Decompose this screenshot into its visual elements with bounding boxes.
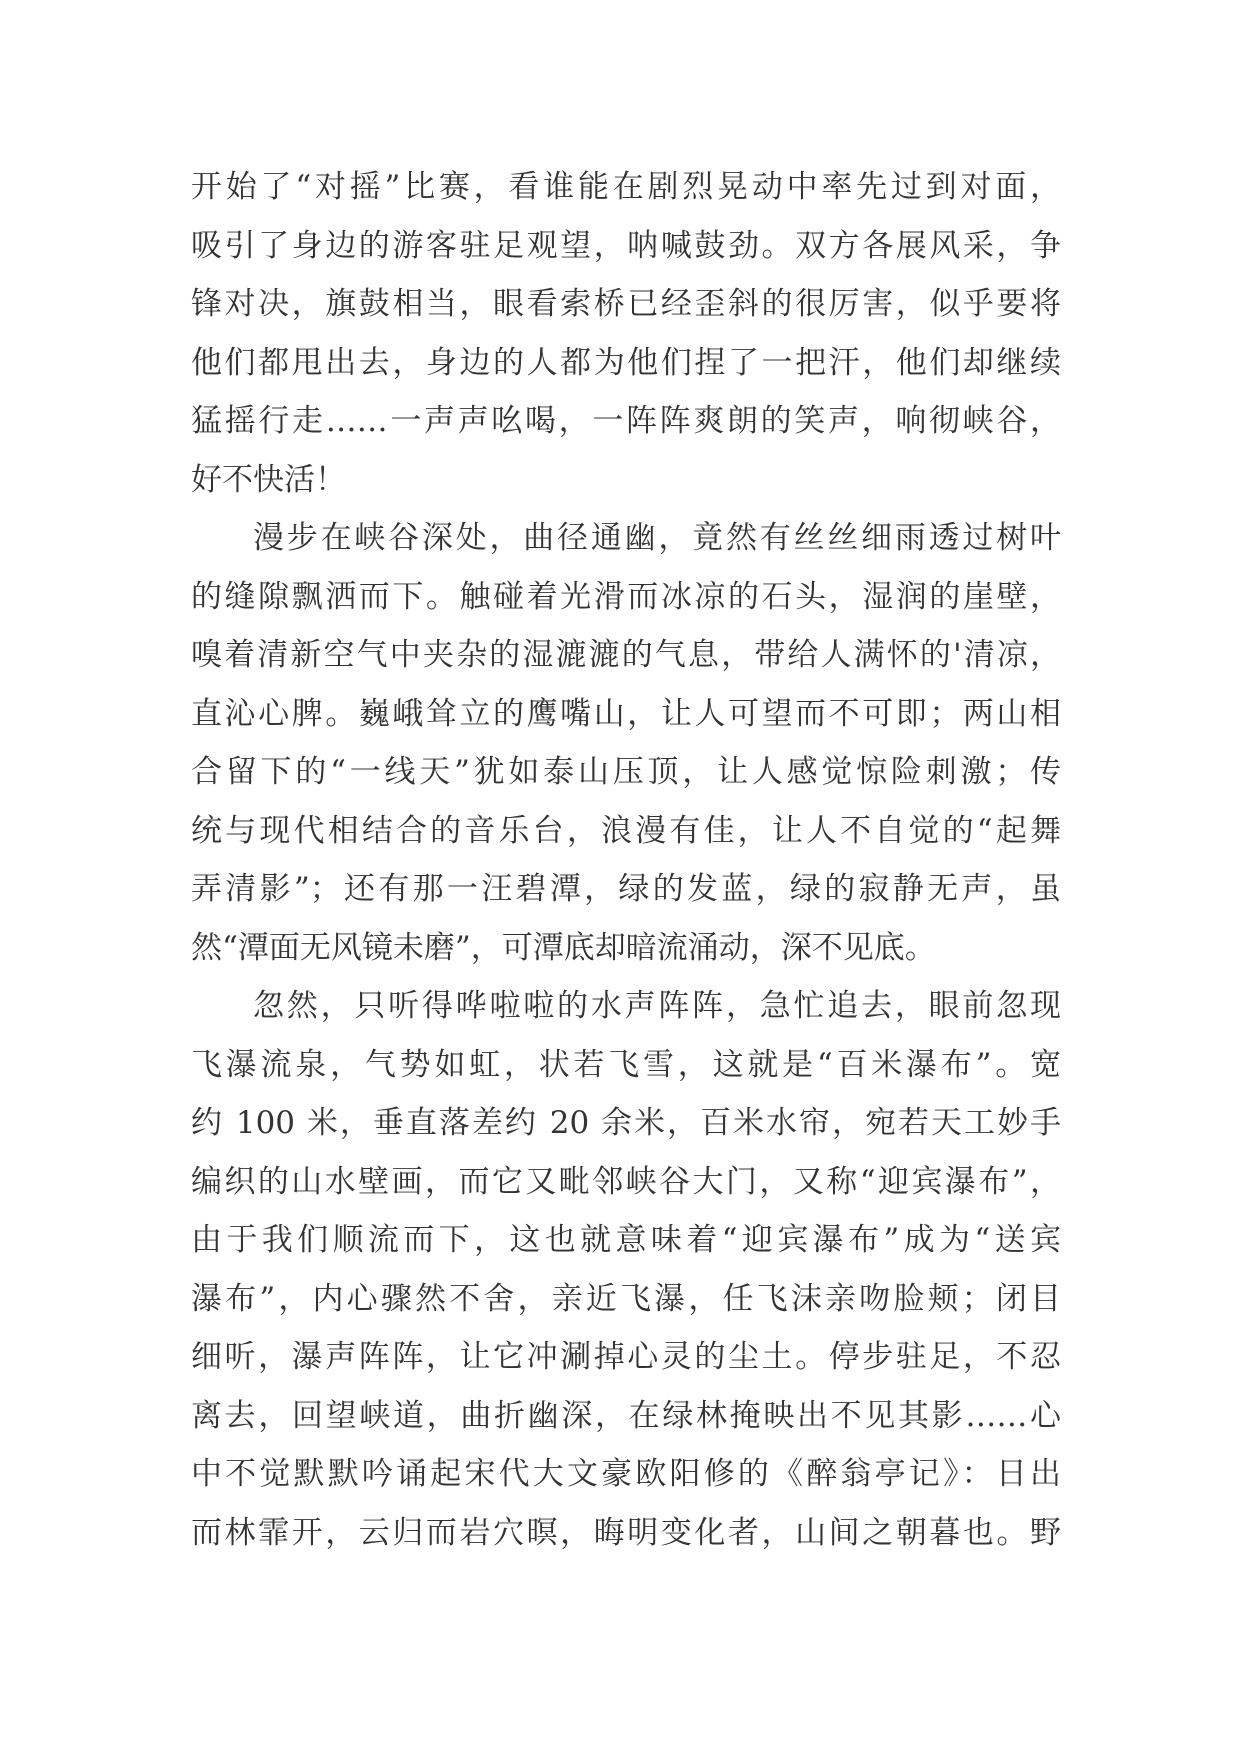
text-line: 弄清影”；还有那一汪碧潭，绿的发蓝，绿的寂静无声，虽 xyxy=(191,871,1061,907)
paragraph-first-line: 忽然，只听得哗啦啦的水声阵阵，急忙追去，眼前忽现 xyxy=(253,988,1061,1024)
text-line: 编织的山水壁画，而它又毗邻峡谷大门，又称“迎宾瀑布”， xyxy=(191,1163,1061,1200)
text-line: 合留下的“一线天”犹如泰山压顶，让人感觉惊险刺激；传 xyxy=(191,754,1061,790)
text-line: 离去，回望峡道，曲折幽深，在绿林掩映出不见其影……心 xyxy=(191,1397,1061,1434)
text-line: 约 100 米，垂直落差约 20 余米，百米水帘，宛若天工妙手 xyxy=(191,1105,1061,1141)
text-line: 而林霏开，云归而岩穴暝，晦明变化者，山间之朝暮也。野 xyxy=(191,1514,1061,1551)
text-line: 锋对决，旗鼓相当，眼看索桥已经歪斜的很厉害，似乎要将 xyxy=(191,286,1061,322)
text-line: 嗅着清新空气中夹杂的湿漉漉的气息，带给人满怀的'清凉， xyxy=(191,637,1061,673)
text-line: 细听，瀑声阵阵，让它冲涮掉心灵的尘土。停步驻足，不忍 xyxy=(191,1339,1061,1375)
paragraph-first-line: 漫步在峡谷深处，曲径通幽，竟然有丝丝细雨透过树叶 xyxy=(253,520,1061,556)
text-line: 好不快活！ xyxy=(191,461,346,498)
text-line: 吸引了身边的游客驻足观望，呐喊鼓劲。双方各展风采，争 xyxy=(191,227,1061,264)
article-body xyxy=(191,158,1061,1562)
text-line: 飞瀑流泉，气势如虹，状若飞雪，这就是“百米瀑布”。宽 xyxy=(191,1046,1061,1083)
text-line: 统与现代相结合的音乐台，浪漫有佳，让人不自觉的“起舞 xyxy=(191,812,1061,849)
text-line: 直沁心脾。巍峨耸立的鹰嘴山，让人可望而不可即；两山相 xyxy=(191,695,1061,732)
text-line: 他们都甩出去，身边的人都为他们捏了一把汗，他们却继续 xyxy=(191,344,1061,381)
text-line: 瀑布”，内心骤然不舍，亲近飞瀑，任飞沫亲吻脸颊；闭目 xyxy=(191,1280,1061,1317)
text-line: 猛摇行走……一声声吆喝，一阵阵爽朗的笑声，响彻峡谷， xyxy=(191,403,1061,439)
text-line: 然“潭面无风镜未磨”，可潭底却暗流涌动，深不见底。 xyxy=(191,929,936,966)
text-line: 开始了“对摇”比赛，看谁能在剧烈晃动中率先过到对面， xyxy=(191,169,1061,205)
text-line: 中不觉默默吟诵起宋代大文豪欧阳修的《醉翁亭记》：日出 xyxy=(191,1456,1061,1492)
text-line: 由于我们顺流而下，这也就意味着“迎宾瀑布”成为“送宾 xyxy=(191,1222,1061,1258)
text-line: 的缝隙飘洒而下。触碰着光滑而冰凉的石头，湿润的崖壁， xyxy=(191,578,1061,615)
